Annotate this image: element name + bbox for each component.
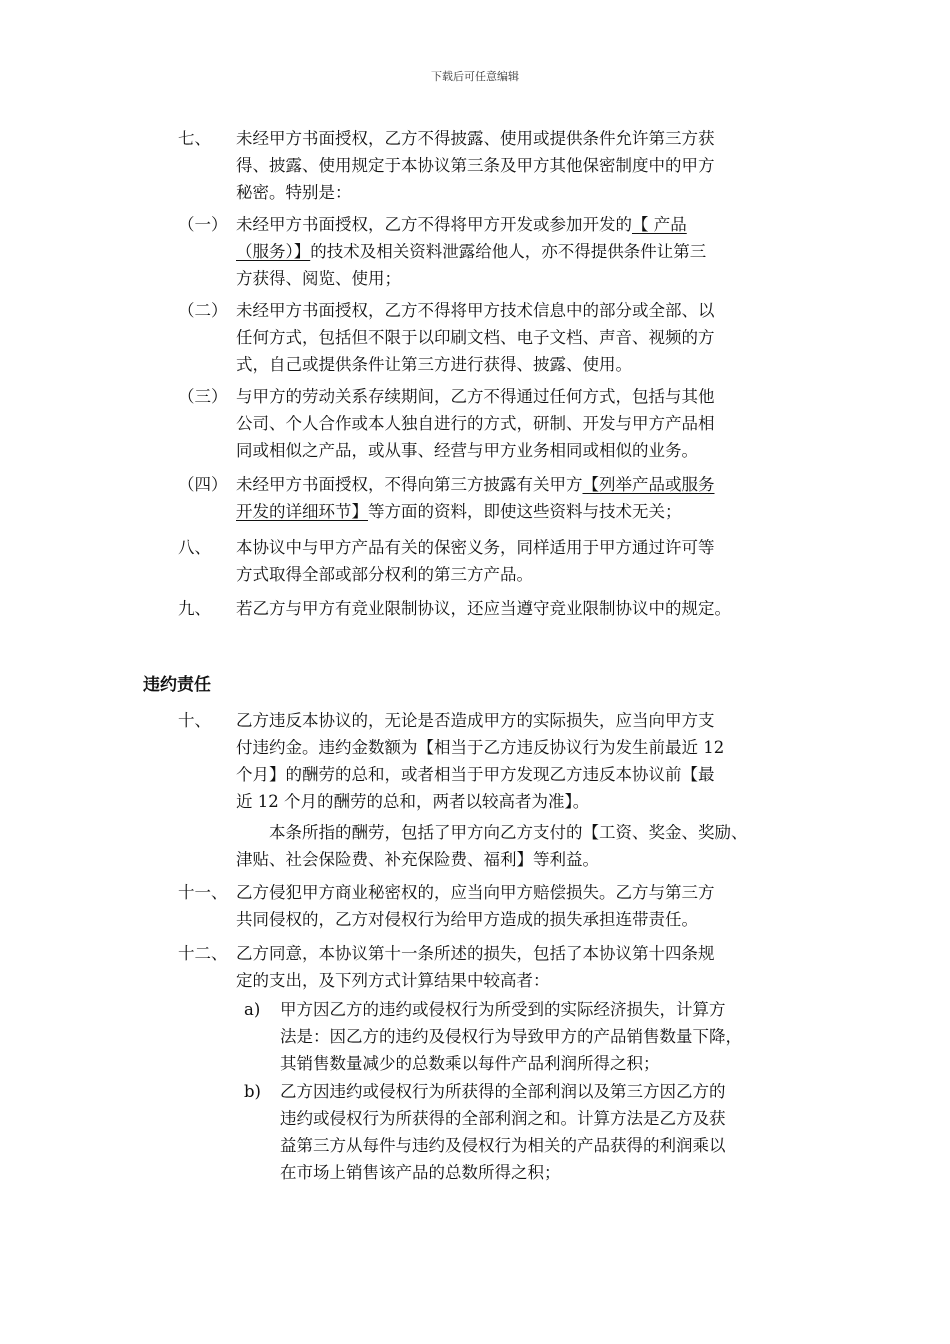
subclause-number: （二） <box>178 301 228 320</box>
clause-number: 十一、 <box>178 883 228 902</box>
list-marker: a) <box>244 1000 261 1019</box>
clause-number: 九、 <box>178 599 211 618</box>
list-item-text: 乙方因违约或侵权行为所获得的全部利润以及第三方因乙方的 违约或侵权行为所获得的全部利润之和。计算方法是乙方及获 益第三方从每件与违约及侵权行为相关的产品获得的利润乘以 在市场上销售该产品的总数所得之积； <box>280 1082 726 1182</box>
clause-number: 七、 <box>178 129 211 148</box>
list-marker: b) <box>244 1082 261 1101</box>
list-item-text: 甲方因乙方的违约或侵权行为所受到的实际经济损失，计算方 法是：因乙方的违约及侵权行为导致甲方的产品销售数量下降， 其销售数量减少的总数乘以每件产品利润所得之积； <box>280 1000 742 1073</box>
subclause-number: （四） <box>178 475 228 494</box>
clause-text: 未经甲方书面授权，乙方不得披露、使用或提供条件允许第三方获 得、披露、使用规定于本协议第三条及甲方其他保密制度中的甲方 秘密。特别是： <box>236 129 715 202</box>
clause-10-note: 本条所指的酬劳，包括了甲方向乙方支付的【工资、奖金、奖励、 津贴、社会保险费、补充保险费、福利】等利益。 <box>236 823 748 869</box>
placeholder-field: （服务）】 <box>236 242 311 261</box>
placeholder-field: 【 产品 <box>632 215 687 234</box>
clause-number: 十、 <box>178 711 211 730</box>
placeholder-field: 开发的详细环节】 <box>236 502 368 521</box>
subclause-text: 未经甲方书面授权，不得向第三方披露有关甲方【列举产品或服务 开发的详细环节】等方面的资料，即使这些资料与技术无关； <box>236 475 715 521</box>
page-header: 下载后可任意编辑 <box>431 70 519 83</box>
clause-text: 乙方同意，本协议第十一条所述的损失，包括了本协议第十四条规 定的支出，及下列方式计算结果中较高者： <box>236 944 715 990</box>
clause-text: 本协议中与甲方产品有关的保密义务，同样适用于甲方通过许可等 方式取得全部或部分权利的第三方产品。 <box>236 538 715 584</box>
clause-number: 八、 <box>178 538 211 557</box>
clause-text: 若乙方与甲方有竞业限制协议，还应当遵守竞业限制协议中的规定。 <box>236 599 731 618</box>
clause-text: 乙方侵犯甲方商业秘密权的，应当向甲方赔偿损失。乙方与第三方 共同侵权的，乙方对侵权行为给甲方造成的损失承担连带责任。 <box>236 883 715 929</box>
subclause-text: 未经甲方书面授权，乙方不得将甲方技术信息中的部分或全部、以 任何方式，包括但不限于以印刷文档、电子文档、声音、视频的方 式，自己或提供条件让第三方进行获得、披露、使用。 <box>236 301 715 374</box>
clause-text: 乙方违反本协议的，无论是否造成甲方的实际损失，应当向甲方支 付违约金。违约金数额为【相当于乙方违反协议行为发生前最近 12 个月】的酬劳的总和，或者相当于甲方发现乙方违反本协议前【最 近 12 个月的酬劳的总和，两者以较高者为准】。 <box>236 711 725 811</box>
subclause-text: 未经甲方书面授权，乙方不得将甲方开发或参加开发的【 产品 （服务）】的技术及相关资料泄露给他人，亦不得提供条件让第三 方获得、阅览、使用； <box>236 215 707 288</box>
placeholder-field: 【列举产品或服务 <box>582 475 715 494</box>
clause-number: 十二、 <box>178 944 228 963</box>
subclause-text: 与甲方的劳动关系存续期间，乙方不得通过任何方式，包括与其他 公司、个人合作或本人独自进行的方式，研制、开发与甲方产品相 同或相似之产品，或从事、经营与甲方业务相同或相似的业务。 <box>236 387 715 460</box>
subclause-number: （一） <box>178 215 228 234</box>
subclause-number: （三） <box>178 387 228 406</box>
section-heading: 违约责任 <box>143 675 211 695</box>
